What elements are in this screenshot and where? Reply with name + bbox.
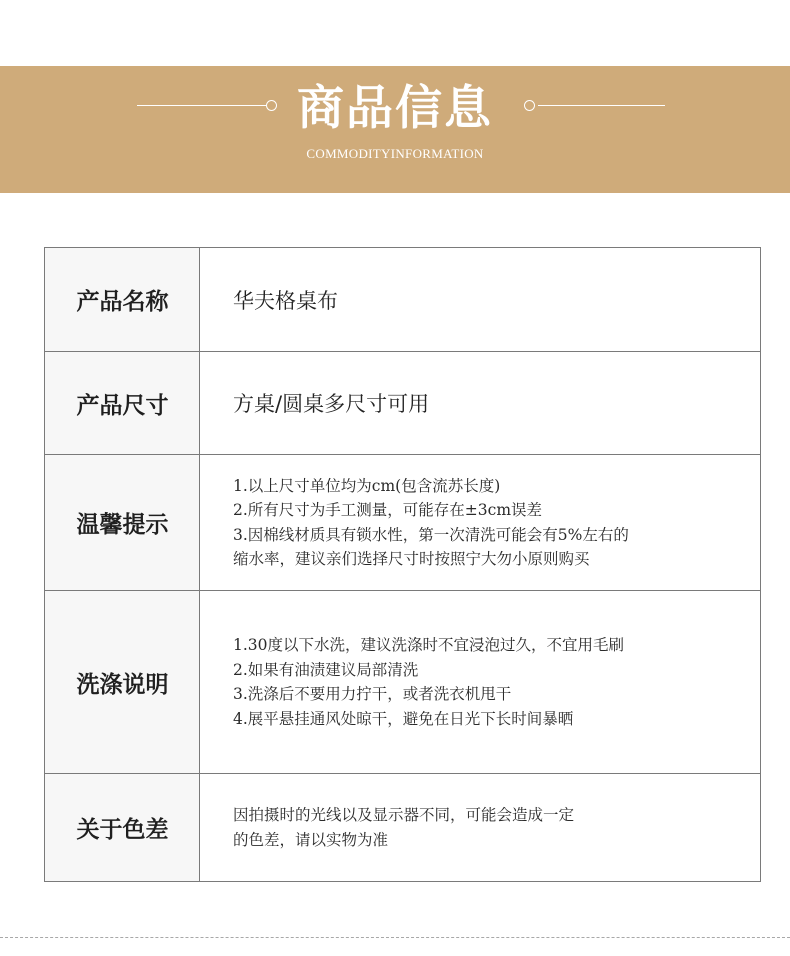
header-banner [0, 66, 790, 193]
color-note-line: 的色差，请以实物为准 [233, 830, 389, 849]
table-row-color-difference [45, 774, 760, 881]
row-label: 洗涤说明 [76, 671, 169, 698]
table-row-washing [45, 591, 760, 774]
row-value [233, 248, 743, 351]
tip-line: 缩水率，建议亲们选择尺寸时按照宁大勿小原则购买 [233, 550, 590, 568]
row-label: 产品尺寸 [76, 392, 169, 419]
table-row-product-size [45, 352, 760, 455]
dashed-divider [0, 937, 790, 938]
washing-line: 1.30度以下水洗，建议洗涤时不宜浸泡过久，不宜用毛刷 [233, 636, 625, 654]
decorative-circle-right [524, 100, 535, 111]
tip-line: 1.以上尺寸单位均为cm(包含流苏长度) [233, 476, 501, 495]
row-value [233, 455, 743, 590]
table-row-product-name [45, 248, 760, 352]
tip-line: 2.所有尺寸为手工测量，可能存在±3cm误差 [233, 501, 543, 519]
tip-line: 3.因棉线材质具有锁水性，第一次清洗可能会有5%左右的 [233, 525, 629, 544]
product-info-table [44, 247, 761, 882]
product-name-text: 华夫格桌布 [233, 288, 338, 313]
row-value [233, 352, 743, 454]
row-label: 温馨提示 [76, 512, 169, 538]
decorative-line-right [538, 105, 665, 106]
row-value [233, 774, 743, 881]
color-note-line: 因拍摄时的光线以及显示器不同，可能会造成一定 [233, 806, 575, 824]
table-row-tips [45, 455, 760, 591]
washing-line: 3.洗涤后不要用力拧干，或者洗衣机甩干 [233, 685, 512, 703]
washing-line: 2.如果有油渍建议局部清洗 [233, 660, 419, 679]
row-label: 关于色差 [76, 817, 169, 843]
section-subtitle: COMMODITYINFORMATION [306, 146, 484, 161]
row-value [233, 591, 743, 773]
product-size-text: 方桌/圆桌多尺寸可用 [233, 392, 430, 416]
section-title: 商品信息 [297, 81, 493, 136]
row-label: 产品名称 [76, 289, 169, 315]
washing-line: 4.展平悬挂通风处晾干，避免在日光下长时间暴晒 [233, 709, 574, 728]
